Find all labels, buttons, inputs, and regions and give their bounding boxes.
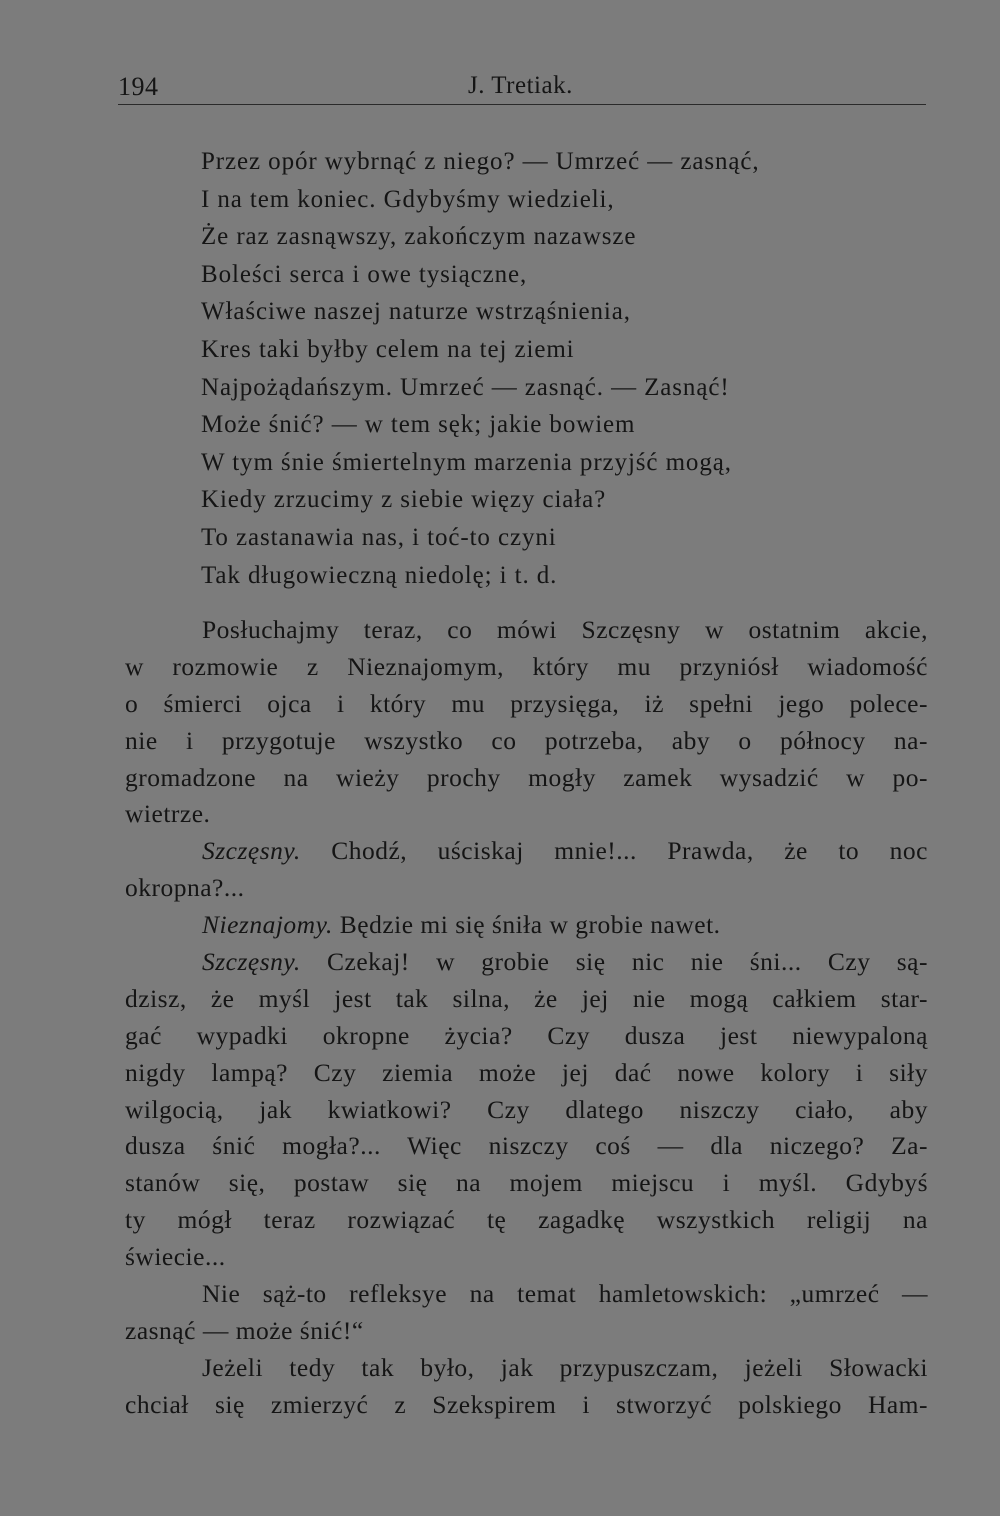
- poem-line: Kiedy zrzucimy z siebie więzy ciała?: [201, 486, 607, 514]
- dialogue-text: Będzie mi się śniła w grobie nawet.: [332, 910, 721, 940]
- poem-line: Może śnić? — w tem sęk; jakie bowiem: [201, 411, 636, 439]
- header-rule: [118, 104, 926, 105]
- text-line: wietrze.: [125, 799, 211, 829]
- text-line: w rozmowie z Nieznajomym, który mu przyniósł wiadomość: [125, 651, 928, 681]
- text-line: nie i przygotuje wszystko co potrzeba, aby o północy na-: [125, 725, 928, 755]
- poem-line: I na tem koniec. Gdybyśmy wiedzieli,: [201, 185, 615, 213]
- text-line: chciał się zmierzyć z Szekspirem i stworzyć polskiego Ham-: [125, 1389, 928, 1419]
- text-line: świecie...: [125, 1242, 226, 1272]
- poem-line: Tak długowieczną niedolę; i t. d.: [201, 561, 558, 589]
- poem-line: Boleści serca i owe tysiączne,: [201, 260, 528, 288]
- page-header: [118, 66, 928, 106]
- text-line: zasnąć — może śnić!“: [125, 1315, 364, 1345]
- text-line: dusza śnić mogła?... Więc niszczy coś — dla niczego? Za-: [125, 1131, 928, 1161]
- text-line: stanów się, postaw się na mojem miejscu i myśl. Gdybyś: [125, 1168, 928, 1198]
- text-line: Posłuchajmy teraz, co mówi Szczęsny w ostatnim akcie,: [202, 615, 928, 644]
- poem-line: Kres taki byłby celem na tej ziemi: [201, 335, 575, 363]
- dialogue-line: [125, 907, 928, 944]
- text-line: wilgocią, jak kwiatkowi? Czy dlatego niszczy ciało, aby: [125, 1094, 928, 1124]
- running-head: J. Tretiak.: [468, 72, 573, 99]
- poem-line: Że raz zasnąwszy, zakończym nazawsze: [201, 223, 637, 251]
- page-number: 194: [118, 72, 159, 101]
- speaker-name: Szczęsny.: [202, 836, 301, 866]
- speaker-name: Nieznajomy.: [202, 910, 333, 940]
- text-line: okropna?...: [125, 873, 245, 903]
- poem-line: W tym śnie śmiertelnym marzenia przyjść mogą,: [201, 448, 732, 476]
- dialogue-line: [125, 833, 928, 870]
- dialogue-line: [125, 944, 928, 981]
- text-line: gromadzone na wieży prochy mogły zamek wysadzić w po-: [125, 762, 928, 792]
- text-line: Nie sąż-to refleksye na temat hamletowskich: „umrzeć —: [202, 1279, 928, 1309]
- text-line: ty mógł teraz rozwiązać tę zagadkę wszystkich religij na: [125, 1205, 928, 1235]
- dialogue-text: Chodź, uściskaj mnie!... Prawda, że to noc: [300, 836, 928, 866]
- text-line: Jeżeli tedy tak było, jak przypuszczam, jeżeli Słowacki: [202, 1352, 928, 1382]
- text-line: gać wypadki okropne życia? Czy dusza jest niewypaloną: [125, 1020, 928, 1050]
- poem-line: Najpożądańszym. Umrzeć — zasnąć. — Zasnąć!: [201, 373, 730, 401]
- speaker-name: Szczęsny.: [202, 947, 301, 977]
- poem-line: To zastanawia nas, i toć-to czyni: [201, 523, 557, 551]
- quoted-poem: [201, 143, 901, 594]
- body-text: [125, 612, 928, 1424]
- text-line: dzisz, że myśl jest tak silna, że jej nie mogą całkiem star-: [125, 983, 928, 1013]
- dialogue-text: Czekaj! w grobie się nic nie śni... Czy są-: [300, 947, 928, 977]
- text-line: nigdy lampą? Czy ziemia może jej dać nowe kolory i siły: [125, 1057, 928, 1087]
- text-line: o śmierci ojca i który mu przysięga, iż spełni jego polece-: [125, 688, 928, 718]
- poem-line: Właściwe naszej naturze wstrząśnienia,: [201, 298, 631, 326]
- poem-line: Przez opór wybrnąć z niego? — Umrzeć — zasnąć,: [201, 148, 760, 175]
